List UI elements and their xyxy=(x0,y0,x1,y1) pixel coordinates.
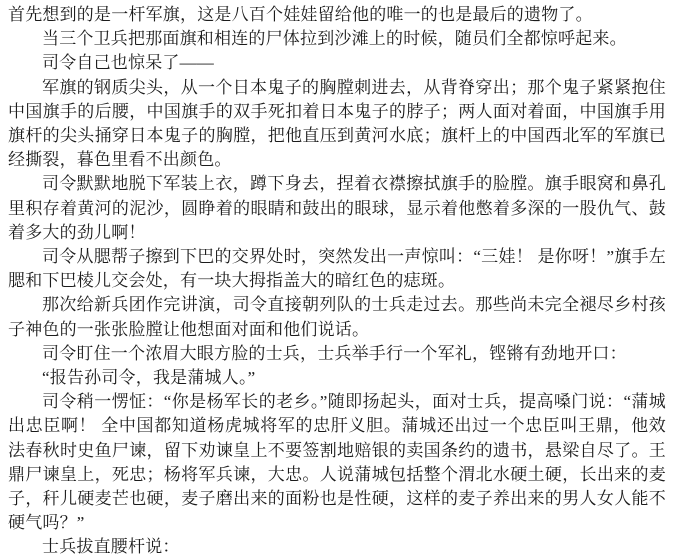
paragraph: 司令从腮帮子擦到下巴的交界处时，突然发出一声惊叫：“三娃！ 是你呀！”旗手左腮和下巴棱儿交会处，有一块大拇指盖大的暗红色的痣斑。 xyxy=(8,247,666,291)
paragraph: 那次给新兵团作完讲演，司令直接朝列队的士兵走过去。那些尚未完全褪尽乡村孩子神色的一张张脸膛让他想面对面和他们说话。 xyxy=(8,295,666,339)
paragraph: 当三个卫兵把那面旗和相连的尸体拉到沙滩上的时候，随员们全都惊呼起来。 xyxy=(42,29,627,49)
paragraph: “报告孙司令，我是蒲城人。” xyxy=(42,368,256,388)
paragraph: 军旗的钢质尖头，从一个日本鬼子的胸膛刺进去，从背脊穿出；那个鬼子紧紧抱住中国旗手的后腰，中国旗手的双手死扣着日本鬼子的脖子；两人面对着面，中国旗手用旗杆的尖头捅穿日本鬼子的胸膛，把他直压到黄河水底；旗杆上的中国西北军的军旗已经撕裂，暮色里看不出颜色。 xyxy=(8,77,666,170)
paragraph: 首先想到的是一杆军旗，这是八百个娃娃留给他的唯一的也是最后的遗物了。 xyxy=(8,5,593,24)
paragraph: 司令默默地脱下军装上衣，蹲下身去，捏着衣襟擦拭旗手的脸膛。旗手眼窝和鼻孔里积存着黄河的泥沙，圆睁着的眼睛和鼓出的眼球，显示着他憋着多深的一股仇气、鼓着多大的劲儿啊！ xyxy=(8,174,666,242)
paragraph: 司令自己也惊呆了—— xyxy=(42,53,214,73)
paragraph: 司令盯住一个浓眉大眼方脸的士兵，士兵举手行一个军礼，铿锵有劲地开口： xyxy=(42,343,627,363)
paragraph: 司令稍一愣怔：“你是杨军长的老乡。”随即扬起头，面对士兵，提高嗓门说：“蒲城出忠臣啊！ 全中国都知道杨虎城将军的忠肝义胆。蒲城还出过一个忠臣叫王鼎，他效法春秋时史鱼尸谏，留下劝谏皇上不要签割地赔银的卖国条约的遗书，悬梁自尽了。王鼎尸谏皇上，死忠；杨将军兵谏，大忠。人说蒲城包括整个渭北水硬土硬，长出来的麦子，秆儿硬麦芒也硬，麦子磨出来的面粉也是性硬，这样的麦子养出来的男人女人能不硬气吗？” xyxy=(8,392,666,533)
paragraph: 士兵拔直腰杆说： xyxy=(42,537,180,557)
document-text-block xyxy=(8,3,666,560)
